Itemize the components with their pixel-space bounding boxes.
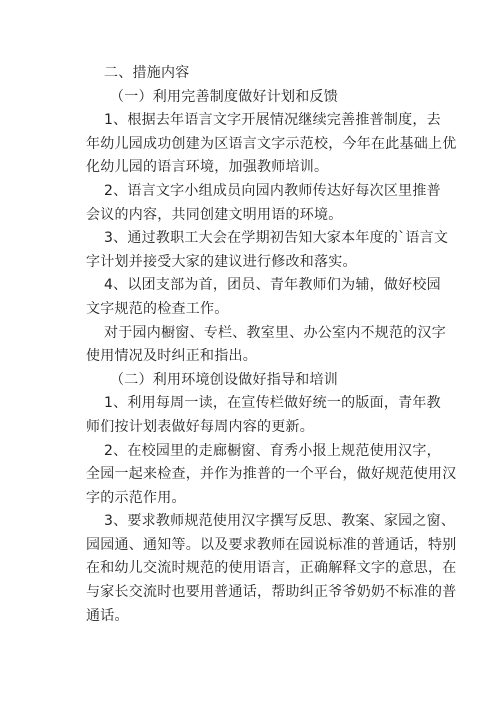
paragraph-line: 全园一起来检查，并作为推普的一个平台，做好规范使用汉 — [86, 466, 457, 483]
paragraph-line: 2、在校园里的走廊橱窗、育秀小报上规范使用汉字， — [104, 442, 441, 459]
paragraph-line: 字的示范作用。 — [86, 489, 186, 506]
document-body — [86, 62, 457, 628]
paragraph-line: 3、通过教职工大会在学期初告知大家本年度的`语言文 — [104, 230, 449, 247]
paragraph-line: 化幼儿园的语言环境，加强教师培训。 — [86, 159, 329, 176]
paragraph-line: 与家长交流时也要用普通话，帮助纠正爷爷奶奶不标准的普 — [86, 584, 457, 601]
paragraph-line: 师们按计划表做好每周内容的更新。 — [86, 418, 314, 435]
paragraph-line: 4、以团支部为首，团员、青年教师们为辅，做好校园 — [104, 277, 441, 294]
subsection-heading: （二）利用环境创设做好指导和培训 — [110, 371, 338, 388]
paragraph-line: 园园通、通知等。以及要求教师在园说标准的普通话，特别 — [86, 536, 457, 553]
paragraph-line: 2、语言文字小组成员向园内教师传达好每次区里推普 — [104, 182, 441, 199]
paragraph-line: 在和幼儿交流时规范的使用语言，正确解释文字的意思，在 — [86, 560, 457, 577]
paragraph-line: 字计划并接受大家的建议进行修改和落实。 — [86, 253, 357, 270]
paragraph-line: 使用情况及时纠正和指出。 — [86, 348, 257, 365]
paragraph-line: 文字规范的检查工作。 — [86, 300, 229, 317]
paragraph-line: 对于园内橱窗、专栏、教室里、办公室内不规范的汉字 — [104, 324, 446, 341]
paragraph-line: 年幼儿园成功创建为区语言文字示范校，今年在此基础上优 — [86, 135, 457, 152]
paragraph-line: 1、利用每周一读，在宣传栏做好统一的版面，青年教 — [104, 395, 441, 412]
section-heading: 二、措施内容 — [104, 65, 190, 81]
paragraph-line: 通话。 — [86, 607, 129, 624]
subsection-heading: （一）利用完善制度做好计划和反馈 — [110, 88, 338, 105]
paragraph-line: 3、要求教师规范使用汉字撰写反思、教案、家园之窗、 — [104, 513, 456, 530]
paragraph-line: 会议的内容，共同创建文明用语的环境。 — [86, 206, 343, 223]
paragraph-line: 1、根据去年语言文字开展情况继续完善推普制度，去 — [104, 112, 441, 129]
